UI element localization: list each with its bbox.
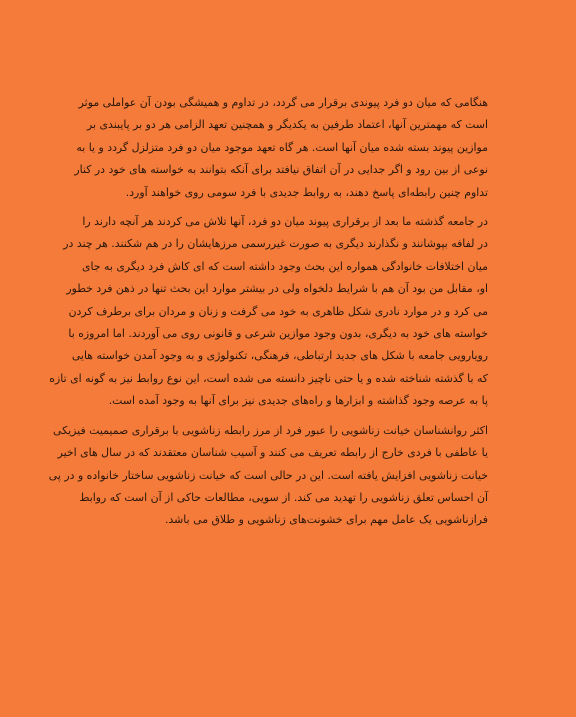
text-line: است که مهمترین آنها، اعتماد طرفین به یکدیگر و همچنین تعهد الزامی هر دو بر پایبندی بر <box>87 118 488 132</box>
paragraph-1 <box>74 92 488 204</box>
text-line: نوعی از بین رود و اگر جدایی در آن اتفاق نیافتد برای آنکه بتوانند به خواسته های خود در کنار <box>74 163 488 177</box>
text-line: فرازناشویی یک عامل مهم برای خشونت‌های زناشویی و طلاق می باشد. <box>165 513 488 527</box>
text-line: خواسته های خود به دیگری، بدون وجود موازین شرعی و قانونی روی می آوردند. اما امروزه با <box>68 327 488 341</box>
text-line: او، مقابل من بود آن هم با شرایط دلخواه ولی در بیشتر موارد این بحث تنها در ذهن فرد خطور <box>66 282 488 296</box>
text-line: می کرد و در موارد نادری شکل ظاهری به خود می گرفت و زنان و مردان برای برطرف کردن <box>68 304 488 318</box>
text-line: تداوم چنین رابطه‌ای پاسخ دهند، به روابط جدیدی با فرد سومی روی خواهند آورد. <box>125 185 488 199</box>
text-line: هنگامی که میان دو فرد پیوندی برقرار می گردد، در تداوم و همیشگی بودن آن عواملی موثر <box>78 96 488 109</box>
text-line: خیانت زناشویی افزایش یافته است. این در حالی است که خیانت زناشویی ساختار خانواده و در پی <box>48 468 488 482</box>
paragraph-2 <box>49 211 488 413</box>
text-line: اکثر روانشناسان خیانت زناشویی را عبور فرد از مرز رابطه زناشویی با برقراری صمیمیت فیزیکی <box>53 423 488 437</box>
paragraph-3 <box>48 420 488 532</box>
text-line: یا عاطفی با فردی خارج از رابطه تعریف می کنند و آسیب شناسان معتقدند که در سال های اخیر <box>57 446 488 460</box>
text-line: رویارویی جامعه با شکل های جدید ارتباطی، فرهنگی، تکنولوژی و به وجود آمدن خواسته هایی <box>71 349 488 363</box>
text-line: میان اختلافات خانوادگی همواره این بحث وجود داشته است که ای کاش فرد دیگری به جای <box>81 259 488 273</box>
text-line: در جامعه گذشته ما بعد از برقراری پیوند میان دو فرد، آنها تلاش می کردند هر آنچه دارند را <box>82 215 488 229</box>
text-line: موازین پیوند بسته شده میان آنها است. هر گاه تعهد موجود میان دو فرد متزلزل گردد و یا به <box>76 140 488 154</box>
body-text <box>48 92 488 539</box>
text-line: که با گذشته شناخته شده و یا حتی ناچیز دانسته می شده است، این نوع روابط نیز به گونه ای تازه <box>49 371 488 385</box>
text-line: پا به عرصه وجود گذاشته و ابزارها و راه‌های جدیدی نیز برای آنها به وجود آمده است. <box>108 394 488 408</box>
text-line: در لفافه بپوشانند و نگذارند دیگری به صورت غیررسمی مرزهایشان را در هم شکنند. هر چند در <box>63 237 488 251</box>
text-line: آن احساس تعلق زناشویی را تهدید می کند. از سویی، مطالعات حاکی از آن است که روابط <box>79 490 488 504</box>
